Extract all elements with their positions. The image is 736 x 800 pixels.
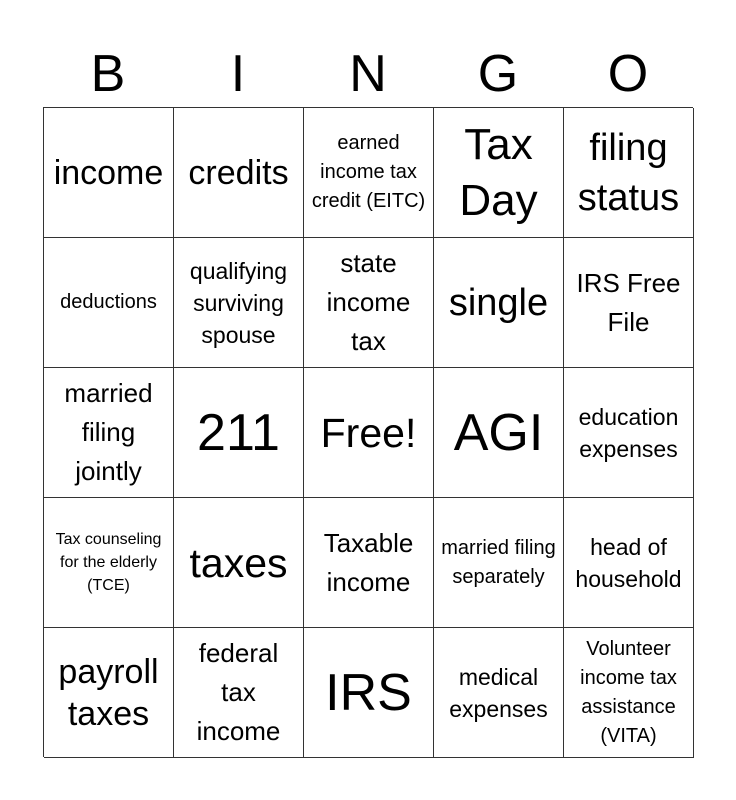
- bingo-cell-r5c1[interactable]: [44, 628, 174, 758]
- header-letter-o: O: [607, 45, 649, 103]
- cell-text: state income tax: [326, 248, 411, 356]
- bingo-cell-r5c4[interactable]: [434, 628, 564, 758]
- bingo-cell-r4c1[interactable]: [44, 498, 174, 628]
- bingo-cell-r4c3[interactable]: [304, 498, 434, 628]
- cell-text: married filing separately: [441, 536, 556, 588]
- bingo-cell-r1c5[interactable]: [564, 108, 694, 238]
- bingo-cell-r2c3[interactable]: [304, 238, 434, 368]
- cell-text: deductions: [60, 291, 157, 313]
- cell-text: medical expenses: [449, 663, 548, 722]
- cell-text: head of household: [575, 533, 682, 592]
- cell-text: qualifying surviving spouse: [189, 257, 288, 348]
- cell-text: single: [448, 281, 549, 324]
- bingo-cell-r3c4[interactable]: [434, 368, 564, 498]
- bingo-cell-r2c5[interactable]: [564, 238, 694, 368]
- bingo-cell-r3c2[interactable]: [174, 368, 304, 498]
- bingo-cell-r2c1[interactable]: [44, 238, 174, 368]
- cell-text: Taxable income: [323, 527, 414, 597]
- cell-text: Tax counseling for the elderly (TCE): [55, 531, 162, 594]
- cell-text: education expenses: [578, 403, 679, 462]
- cell-text: filing status: [577, 126, 680, 219]
- bingo-cell-r1c3[interactable]: [304, 108, 434, 238]
- bingo-board: [43, 107, 693, 757]
- header-letter-i: I: [230, 45, 246, 103]
- cell-text: married filing jointly: [64, 378, 153, 486]
- cell-text: taxes: [189, 539, 288, 586]
- cell-text: federal tax income: [196, 638, 281, 746]
- bingo-cell-r3c1[interactable]: [44, 368, 174, 498]
- bingo-cell-r4c4[interactable]: [434, 498, 564, 628]
- cell-text: AGI: [453, 403, 544, 462]
- bingo-cell-r4c5[interactable]: [564, 498, 694, 628]
- cell-text: credits: [188, 153, 289, 192]
- cell-text: Tax Day: [459, 119, 538, 225]
- cell-text: income: [53, 153, 164, 192]
- header-letter-g: G: [477, 45, 519, 103]
- cell-text: Free!: [320, 409, 417, 456]
- bingo-cell-r1c2[interactable]: [174, 108, 304, 238]
- bingo-cell-r1c1[interactable]: [44, 108, 174, 238]
- cell-text: IRS: [325, 663, 412, 722]
- bingo-cell-r3c5[interactable]: [564, 368, 694, 498]
- bingo-cell-r5c2[interactable]: [174, 628, 304, 758]
- bingo-cell-r3c3[interactable]: [304, 368, 434, 498]
- cell-text: Volunteer income tax assistance (VITA): [580, 637, 677, 747]
- header-letter-b: B: [90, 45, 126, 103]
- cell-text: earned income tax credit (EITC): [311, 132, 426, 212]
- bingo-cell-r1c4[interactable]: [434, 108, 564, 238]
- bingo-cell-r4c2[interactable]: [174, 498, 304, 628]
- bingo-cell-r2c4[interactable]: [434, 238, 564, 368]
- bingo-cell-r5c5[interactable]: [564, 628, 694, 758]
- bingo-cell-r5c3[interactable]: [304, 628, 434, 758]
- cell-text: IRS Free File: [576, 267, 681, 337]
- bingo-cell-r2c2[interactable]: [174, 238, 304, 368]
- header-letter-n: N: [349, 45, 387, 103]
- cell-text: 211: [197, 403, 280, 462]
- bingo-header: [43, 40, 693, 108]
- cell-text: payroll taxes: [58, 652, 159, 733]
